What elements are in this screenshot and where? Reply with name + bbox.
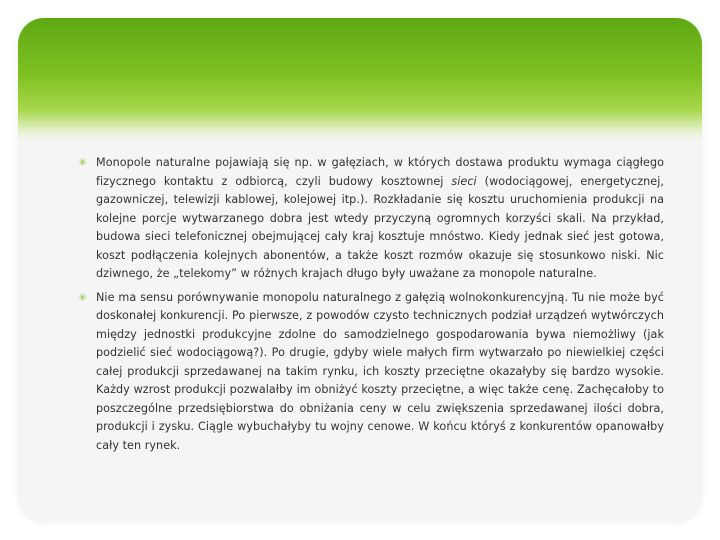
body-text [78, 154, 664, 460]
bullet-text-part: (wodociągowej, energetycznej, gazowniczej, telewizji kablowej, kolejowej itp.). Rozkładanie się kosztu uruchomienia produkcji na kolejne porcje wytwarzanego dobra jest wtedy przyczyną ogromnych korzyści skali. Na przykład, budowa sieci telefonicznej obejmującej cały kraj kosztuje mnóstwo. Kiedy jednak sieć jest gotowa, koszt podłączenia kolejnych abonentów, a także koszt rozmów okazuje się stosunkowo niski. Nic dziwnego, że „telekomy” w różnych krajach długo były uważane za monopole naturalne. [96, 174, 664, 280]
bullet-item-competition [78, 289, 664, 456]
header-gradient-band [18, 18, 702, 140]
bullet-item-natural-monopolies [78, 154, 664, 284]
content-card [18, 18, 702, 522]
asterisk-bullet-icon: ✳ [78, 290, 88, 304]
asterisk-bullet-icon: ✳ [78, 156, 88, 169]
bullet-text: Nie ma sensu porównywanie monopolu naturalnego z gałęzią wolnokonkurencyjną. Tu nie może być doskonałej konkurencji. Po pierwsze, z powodów czysto technicznych podział urządzeń wytwórczych między jednostki produkcyjne zdolne do samodzielnego gospodarowania bywa niemożliwy (jak podzielić sieć wodociągową?). Po drugie, gdyby wiele małych firm wytwarzało po niewielkiej części całej produkcji sprzedawanej na takim rynku, ich koszty przeciętne okazałyby się bardzo wysokie. Każdy wzrost produkcji pozwalałby im obniżyć koszty przeciętne, a więc także cenę. Zachęcałoby to poszczególne przedsiębiorstwa do obniżania ceny w celu zwiększenia sprzedawanej ilości dobra, produkcji i zysku. Ciągle wybuchałyby tu wojny cenowe. W końcu któryś z konkurentów opanowałby cały ten rynek. [96, 290, 664, 452]
bullet-text-emphasis: sieci [451, 174, 477, 188]
bullet-text-part: Monopole naturalne pojawiają się np. w gałęziach, w których dostawa produktu wymaga ciągłego fizycznego kontaktu z odbiorcą, czyli budowy kosztownej [96, 156, 664, 188]
